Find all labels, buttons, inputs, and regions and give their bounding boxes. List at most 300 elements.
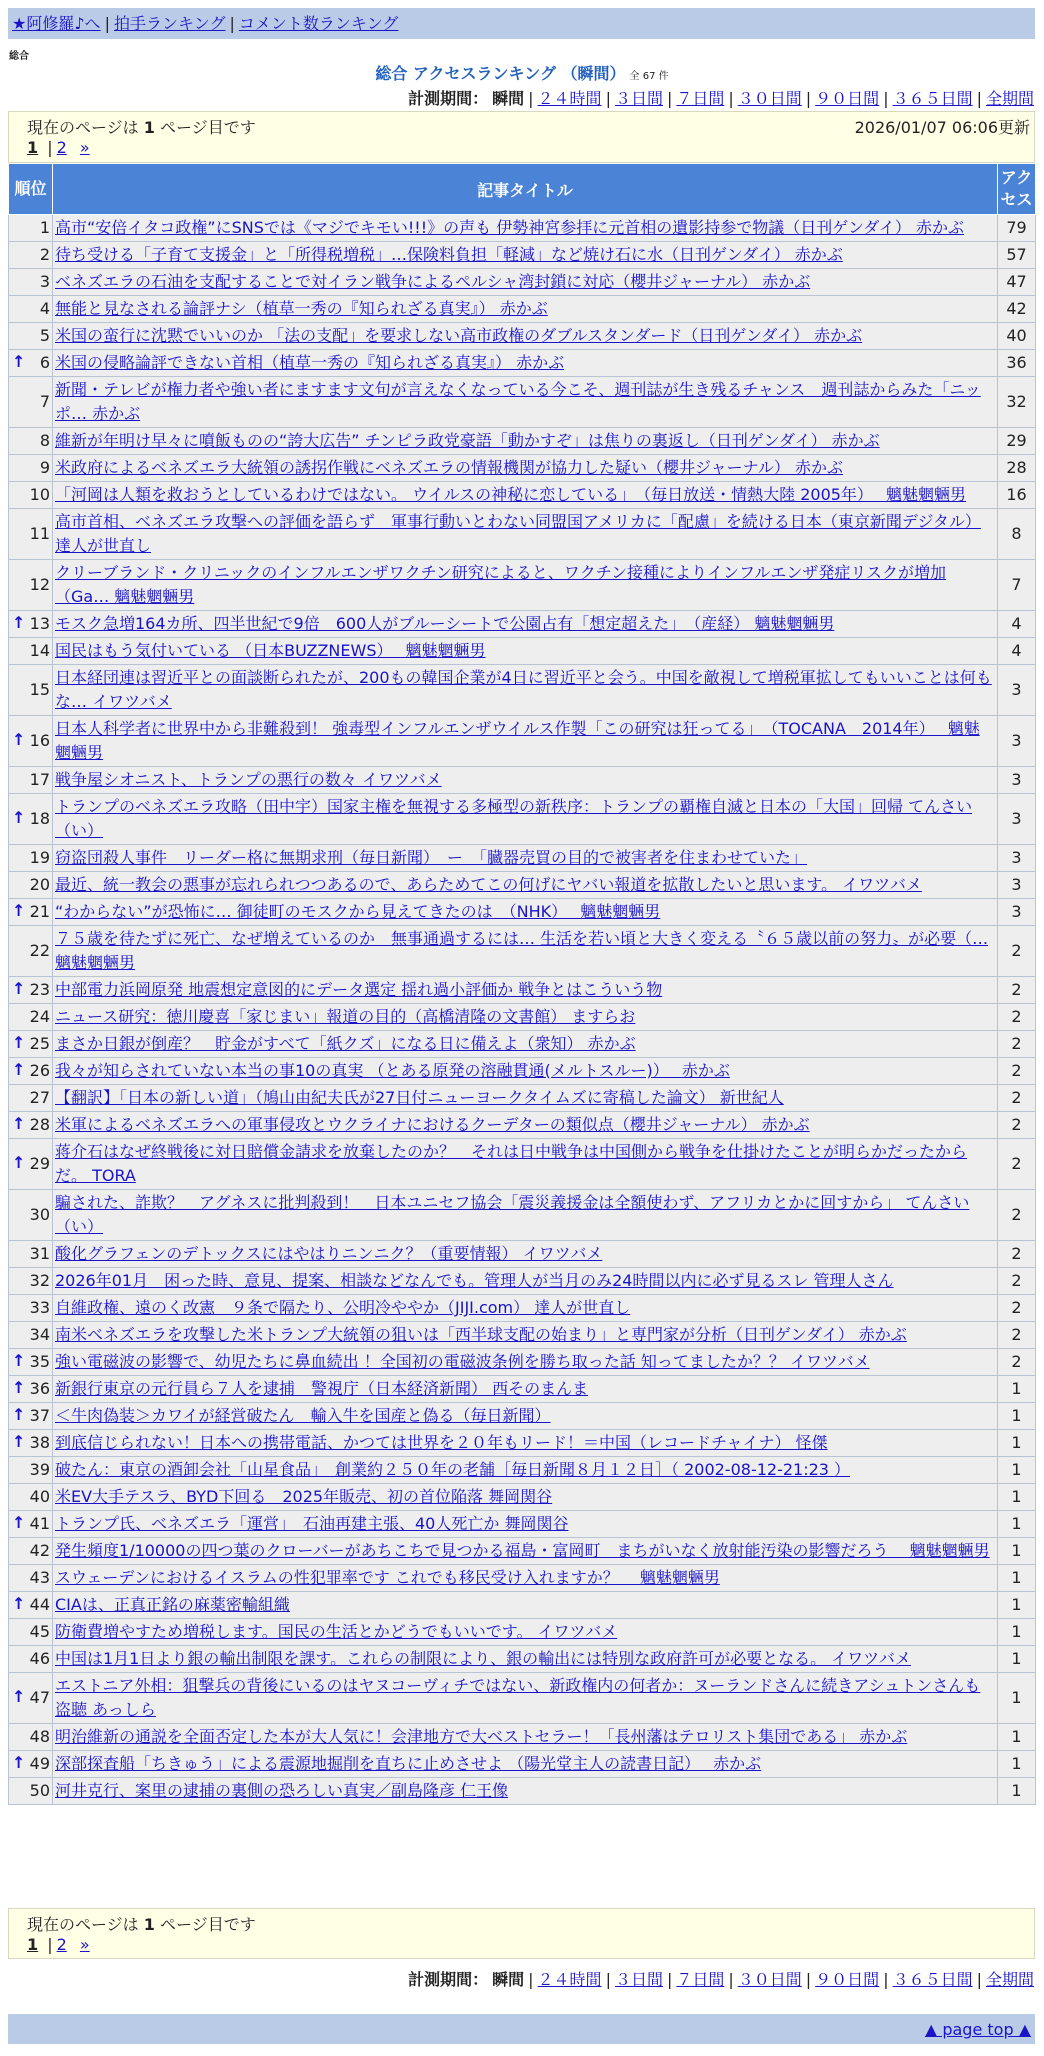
rank-cell <box>9 1511 53 1538</box>
table-row <box>9 1190 1036 1241</box>
table-row <box>9 1538 1036 1565</box>
rank-cell <box>9 1295 53 1322</box>
table-row <box>9 296 1036 323</box>
rank-cell <box>9 482 53 509</box>
rank-cell <box>9 350 53 377</box>
access-count: 1 <box>998 1673 1036 1724</box>
access-count: 2 <box>998 977 1036 1004</box>
access-count: 3 <box>998 899 1036 926</box>
period-option-2[interactable]: ７日間 <box>676 89 725 108</box>
table-row <box>9 560 1036 611</box>
article-link[interactable]: 明治維新の通説を全面否定した本が大人気に！会津地方で大ベストセラー！「長州藩はテロリスト集団である」 赤かぶ <box>55 1727 908 1746</box>
rank-cell <box>9 1646 53 1673</box>
access-count: 1 <box>998 1565 1036 1592</box>
rank-number: 2 <box>39 245 50 264</box>
table-row <box>9 242 1036 269</box>
access-count: 1 <box>998 1457 1036 1484</box>
rank-cell <box>9 560 53 611</box>
rank-cell <box>9 428 53 455</box>
article-link[interactable]: 日本経団連は習近平との面談断られたが、200もの韓国企業が4日に習近平と会う。中国を敵視して増税軍拡してもいいことは何もな… イワツバメ <box>55 668 992 711</box>
rank-number: 37 <box>29 1406 50 1425</box>
arrow-up-icon: ↑ <box>12 979 26 998</box>
table-row <box>9 872 1036 899</box>
rank-cell <box>9 377 53 428</box>
table-row <box>9 269 1036 296</box>
rank-cell <box>9 1751 53 1778</box>
rank-number: 9 <box>39 458 50 477</box>
home-link[interactable]: ★阿修羅♪へ <box>12 14 101 33</box>
pager-current-bottom: 1 <box>27 1935 39 1954</box>
rank-cell <box>9 509 53 560</box>
access-count: 42 <box>998 296 1036 323</box>
rank-number: 15 <box>29 680 50 699</box>
title-cell <box>53 872 998 899</box>
article-link[interactable]: 中部電力浜岡原発 地震想定意図的にデータ選定 揺れ過小評価か 戦争とはこういう物 <box>55 980 663 999</box>
period-option-4[interactable]: ９０日間 <box>815 89 880 108</box>
access-count: 79 <box>998 215 1036 242</box>
pager-bottom: 1 | 2 » <box>27 1935 90 1954</box>
rank-cell <box>9 1673 53 1724</box>
rank-number: 28 <box>29 1115 50 1134</box>
rank-number: 25 <box>29 1034 50 1053</box>
title-cell <box>53 509 998 560</box>
title-cell <box>53 1619 998 1646</box>
article-link[interactable]: ベネズエラの石油を支配することで対イラン戦争によるペルシャ湾封鎖に対応（櫻井ジャーナル） 赤かぶ <box>55 272 811 291</box>
rank-cell <box>9 1139 53 1190</box>
title-cell <box>53 926 998 977</box>
rank-number: 7 <box>39 392 50 411</box>
access-count: 1 <box>998 1751 1036 1778</box>
rank-cell <box>9 1376 53 1403</box>
ranking-table <box>8 163 1036 1805</box>
article-link[interactable]: 維新が年明け早々に噴飯ものの“誇大広告” チンピラ政党豪語「動かすぞ」は焦りの裏返し（日刊ゲンダイ） 赤かぶ <box>55 431 880 450</box>
article-link[interactable]: スウェーデンにおけるイスラムの性犯罪率です これでも移民受け入れますか？ 魑魅魍魎男 <box>55 1568 720 1587</box>
rank-number: 10 <box>29 485 50 504</box>
title-cell <box>53 794 998 845</box>
arrow-up-icon: ↑ <box>12 1753 26 1772</box>
title-cell <box>53 428 998 455</box>
title-cell <box>53 1484 998 1511</box>
table-row <box>9 794 1036 845</box>
title-cell <box>53 1724 998 1751</box>
rank-cell <box>9 1190 53 1241</box>
article-link[interactable]: CIAは、正真正銘の麻薬密輸組織 <box>55 1595 290 1614</box>
title-cell <box>53 1592 998 1619</box>
arrow-up-icon: ↑ <box>12 730 26 749</box>
article-link[interactable]: 到底信じられない！日本への携帯電話、かつては世界を２０年もリード！＝中国（レコードチャイナ） 怪傑 <box>55 1433 828 1452</box>
period-label: 計測期間： <box>408 1970 489 1989</box>
pager-page-2[interactable]: 2 <box>56 138 67 157</box>
access-count: 2 <box>998 1139 1036 1190</box>
table-row <box>9 1646 1036 1673</box>
article-link[interactable]: ニュース研究：徳川慶喜「家じまい」報道の目的（高橋清隆の文書館） ますらお <box>55 1007 636 1026</box>
article-link[interactable]: クリーブランド・クリニックのインフルエンザワクチン研究によると、ワクチン接種によりインフルエンザ発症リスクが増加（Ga… 魑魅魍魎男 <box>55 563 947 606</box>
rank-cell <box>9 1430 53 1457</box>
table-row <box>9 1673 1036 1724</box>
title-cell <box>53 1778 998 1805</box>
access-count: 2 <box>998 926 1036 977</box>
rank-number: 38 <box>29 1433 50 1452</box>
access-count: 3 <box>998 872 1036 899</box>
footer-bar <box>8 2014 1035 2044</box>
rank-number: 16 <box>29 731 50 750</box>
rank-number: 44 <box>29 1595 50 1614</box>
rank-number: 14 <box>29 641 50 660</box>
rank-cell <box>9 611 53 638</box>
article-link[interactable]: ７５歳を待たずに死亡、なぜ増えているのか 無事通過するには… 生活を若い頃と大きく変える〝６５歳以前の努力〟が必要（… 魑魅魍魎男 <box>55 929 989 972</box>
access-count: 3 <box>998 665 1036 716</box>
table-row <box>9 1619 1036 1646</box>
title-cell <box>53 1241 998 1268</box>
table-row <box>9 323 1036 350</box>
rank-cell <box>9 1349 53 1376</box>
table-row <box>9 638 1036 665</box>
table-row <box>9 1085 1036 1112</box>
table-row <box>9 1430 1036 1457</box>
arrow-up-icon: ↑ <box>12 1594 26 1613</box>
access-count: 2 <box>998 1112 1036 1139</box>
title-cell <box>53 377 998 428</box>
access-count: 1 <box>998 1778 1036 1805</box>
table-row <box>9 1484 1036 1511</box>
article-link[interactable]: 高市首相、ベネズエラ攻撃への評価を語らず 軍事行動いとわない同盟国アメリカに「配慮」を続ける日本（東京新聞デジタル） 達人が世直し <box>55 512 981 555</box>
article-link[interactable]: 米国の侵略論評できない首相（植草一秀の『知られざる真実』） 赤かぶ <box>55 353 565 372</box>
title-cell <box>53 1673 998 1724</box>
period-option-6[interactable]: 全期間 <box>985 89 1034 108</box>
rank-number: 8 <box>39 431 50 450</box>
access-count: 3 <box>998 767 1036 794</box>
title-cell <box>53 1190 998 1241</box>
access-count: 4 <box>998 638 1036 665</box>
article-link[interactable]: 発生頻度1/10000の四つ葉のクローバーがあちこちで見つかる福島・富岡町 まちがいなく放射能汚染の影響だろう 魑魅魍魎男 <box>55 1541 990 1560</box>
title-cell <box>53 296 998 323</box>
rank-number: 31 <box>29 1244 50 1263</box>
rank-number: 48 <box>29 1727 50 1746</box>
article-link[interactable]: “わからない”が恐怖に… 御徒町のモスクから見えてきたのは （NHK） 魑魅魍魎男 <box>55 902 661 921</box>
period-option-0[interactable]: ２４時間 <box>537 1970 602 1989</box>
rank-number: 27 <box>29 1088 50 1107</box>
title-cell <box>53 482 998 509</box>
period-current: 瞬間 <box>492 1970 525 1989</box>
article-link[interactable]: 南米ベネズエラを攻撃した米トランプ大統領の狙いは「西半球支配の始まり」と専門家が分析（日刊ゲンダイ） 赤かぶ <box>55 1325 907 1344</box>
article-link[interactable]: 「河岡は人類を救おうとしているわけではない。 ウイルスの神秘に恋している」 （毎日放送・情熱大陸 2005年） 魑魅魍魎男 <box>55 485 967 504</box>
title-cell <box>53 1457 998 1484</box>
access-count: 2 <box>998 1058 1036 1085</box>
rank-cell <box>9 1241 53 1268</box>
article-link[interactable]: 破たん：東京の酒卸会社「山星食品」 創業約２５０年の老舗［毎日新聞８月１２日］（ 2002-08-12-21:23 ） <box>55 1460 851 1479</box>
period-option-0[interactable]: ２４時間 <box>537 89 602 108</box>
access-count: 16 <box>998 482 1036 509</box>
period-option-1[interactable]: ３日間 <box>614 89 663 108</box>
rank-cell <box>9 1112 53 1139</box>
rank-number: 36 <box>29 1379 50 1398</box>
title-cell <box>53 242 998 269</box>
access-header: アクセス <box>998 164 1036 215</box>
article-link[interactable]: 自維政権、遠のく改憲 ９条で隔たり、公明冷ややか（JIJI.com） 達人が世直し <box>55 1298 631 1317</box>
table-row <box>9 1241 1036 1268</box>
arrow-up-icon: ↑ <box>12 901 26 920</box>
access-count: 2 <box>998 1322 1036 1349</box>
title-cell <box>53 215 998 242</box>
table-row <box>9 1322 1036 1349</box>
table-row <box>9 1268 1036 1295</box>
article-link[interactable]: 国民はもう気付いている （日本BUZZNEWS） 魑魅魍魎男 <box>55 641 486 660</box>
arrow-up-icon: ↑ <box>12 1513 26 1532</box>
rank-cell <box>9 1724 53 1751</box>
pager-current: 1 <box>27 138 39 157</box>
arrow-up-icon: ↑ <box>12 1378 26 1397</box>
title-cell <box>53 1004 998 1031</box>
access-count: 28 <box>998 455 1036 482</box>
table-row <box>9 377 1036 428</box>
rank-number: 17 <box>29 770 50 789</box>
rank-number: 26 <box>29 1061 50 1080</box>
rank-cell <box>9 665 53 716</box>
access-count: 40 <box>998 323 1036 350</box>
title-cell <box>53 1751 998 1778</box>
rank-number: 45 <box>29 1622 50 1641</box>
table-row <box>9 899 1036 926</box>
article-link[interactable]: トランプのベネズエラ攻略（田中宇）国家主権を無視する多極型の新秩序：トランプの覇権自滅と日本の「大国」回帰 てんさい（い） <box>55 797 973 840</box>
period-option-2[interactable]: ７日間 <box>676 1970 725 1989</box>
title-cell <box>53 716 998 767</box>
pager-next-bottom[interactable]: » <box>79 1935 90 1954</box>
rank-cell <box>9 1484 53 1511</box>
rank-number: 5 <box>39 326 50 345</box>
arrow-up-icon: ↑ <box>12 1033 26 1052</box>
period-option-1[interactable]: ３日間 <box>614 1970 663 1989</box>
rank-header: 順位 <box>9 164 53 215</box>
rank-cell <box>9 1592 53 1619</box>
rank-cell <box>9 767 53 794</box>
title-cell <box>53 1646 998 1673</box>
comment-ranking-link[interactable]: コメント数ランキング <box>238 14 399 33</box>
rank-cell <box>9 716 53 767</box>
total-count: 全 67 件 <box>629 71 669 82</box>
ranking-title-text: 総合 アクセスランキング （瞬間） <box>375 64 626 83</box>
article-link[interactable]: 我々が知らされていない本当の事10の真実 （とある原発の溶融貫通(メルトスルー)） 赤かぶ <box>55 1061 730 1080</box>
title-cell <box>53 1139 998 1190</box>
article-link[interactable]: 窃盗団殺人事件 リーダー格に無期求刑（毎日新聞） ー 「臓器売買の目的で被害者を住まわせていた」 <box>55 848 808 867</box>
title-cell <box>53 1058 998 1085</box>
article-link[interactable]: 米政府によるベネズエラ大統領の誘拐作戦にベネズエラの情報機関が協力した疑い（櫻井ジャーナル） 赤かぶ <box>55 458 843 477</box>
pager-page-2-bottom[interactable]: 2 <box>56 1935 67 1954</box>
rank-number: 24 <box>29 1007 50 1026</box>
period-option-5[interactable]: ３６５日間 <box>892 89 973 108</box>
access-count: 7 <box>998 560 1036 611</box>
period-option-3[interactable]: ３０日間 <box>737 1970 802 1989</box>
article-link[interactable]: トランプ氏、ベネズエラ「運営」 石油再建主張、40人死亡か 舞岡関谷 <box>55 1514 569 1533</box>
rank-cell <box>9 1322 53 1349</box>
article-link[interactable]: 深部探査船「ちきゅう」による震源地掘削を直ちに止めさせよ （陽光堂主人の読書日記） 赤かぶ <box>55 1754 762 1773</box>
page-info-text: 現在のページは 1 ページ目です <box>27 118 256 137</box>
arrow-up-icon: ↑ <box>12 1060 26 1079</box>
arrow-up-icon: ↑ <box>12 1351 26 1370</box>
arrow-up-icon: ↑ <box>12 1687 26 1706</box>
rank-cell <box>9 1403 53 1430</box>
access-count: 1 <box>998 1403 1036 1430</box>
access-count: 2 <box>998 1349 1036 1376</box>
rank-cell <box>9 899 53 926</box>
article-link[interactable]: 無能と見なされる論評ナシ（植草一秀の『知られざる真実』） 赤かぶ <box>55 299 548 318</box>
table-row <box>9 1058 1036 1085</box>
period-option-4[interactable]: ９０日間 <box>815 1970 880 1989</box>
rank-cell <box>9 872 53 899</box>
article-link[interactable]: 待ち受ける「子育て支援金」と「所得税増税」…保険料負担「軽減」など焼け石に水（日刊ゲンダイ） 赤かぶ <box>55 245 843 264</box>
title-cell <box>53 767 998 794</box>
article-link[interactable]: 蒋介石はなぜ終戦後に対日賠償金請求を放棄したのか？ それは日中戦争は中国側から戦争を仕掛けたことが明らかだったからだ。 TORA <box>55 1142 968 1185</box>
period-selector-top: 計測期間： 瞬間 | ２４時間 | ３日間 | ７日間 | ３０日間 | ９０日間 | ３６５日間 | 全期間 <box>408 89 1034 108</box>
rank-number: 11 <box>29 524 50 543</box>
table-row <box>9 1349 1036 1376</box>
access-count: 2 <box>998 1031 1036 1058</box>
article-link[interactable]: 酸化グラフェンのデトックスにはやはりニンニク？（重要情報） イワツバメ <box>55 1244 603 1263</box>
ranking-table-body <box>9 215 1036 1805</box>
updated-timestamp: 2026/01/07 06:06更新 <box>854 118 1030 137</box>
table-row <box>9 1403 1036 1430</box>
rank-cell <box>9 215 53 242</box>
title-cell <box>53 1538 998 1565</box>
rank-cell <box>9 455 53 482</box>
table-row <box>9 1139 1036 1190</box>
article-link[interactable]: 防衛費増やすため増税します。国民の生活とかどうでもいいです。 イワツバメ <box>55 1622 618 1641</box>
article-link[interactable]: 米軍によるベネズエラへの軍事侵攻とウクライナにおけるクーデターの類似点（櫻井ジャーナル） 赤かぶ <box>55 1115 810 1134</box>
title-cell <box>53 1565 998 1592</box>
access-count: 1 <box>998 1484 1036 1511</box>
arrow-up-icon: ↑ <box>12 808 26 827</box>
article-link[interactable]: 中国は1月1日より銀の輸出制限を課す。これらの制限により、銀の輸出には特別な政府許可が必要となる。 イワツバメ <box>55 1649 911 1668</box>
title-cell <box>53 977 998 1004</box>
pager-top: 1 | 2 » <box>27 138 90 157</box>
access-count: 1 <box>998 1646 1036 1673</box>
clap-ranking-link[interactable]: 拍手ランキング <box>113 14 226 33</box>
title-cell <box>53 350 998 377</box>
table-row <box>9 1376 1036 1403</box>
access-count: 2 <box>998 1085 1036 1112</box>
arrow-up-icon: ↑ <box>12 1432 26 1451</box>
rank-cell <box>9 242 53 269</box>
pager-next[interactable]: » <box>79 138 90 157</box>
title-cell <box>53 1031 998 1058</box>
access-count: 1 <box>998 1511 1036 1538</box>
access-count: 1 <box>998 1619 1036 1646</box>
title-cell <box>53 1322 998 1349</box>
rank-number: 4 <box>39 299 50 318</box>
rank-number: 20 <box>29 875 50 894</box>
access-count: 4 <box>998 611 1036 638</box>
rank-number: 41 <box>29 1514 50 1533</box>
title-cell <box>53 1268 998 1295</box>
article-link[interactable]: 米国の蛮行に沈黙でいいのか 「法の支配」を要求しない高市政権のダブルスタンダード（日刊ゲンダイ） 赤かぶ <box>55 326 863 345</box>
rank-number: 23 <box>29 980 50 999</box>
arrow-up-icon: ↑ <box>12 352 26 371</box>
article-link[interactable]: まさか日銀が倒産？ 貯金がすべて「紙クズ」になる日に備えよ（衆知） 赤かぶ <box>55 1034 636 1053</box>
table-row <box>9 977 1036 1004</box>
rank-number: 33 <box>29 1298 50 1317</box>
table-row <box>9 215 1036 242</box>
article-link[interactable]: 新聞・テレビが権力者や強い者にますます文句が言えなくなっている今こそ、週刊誌が生き残るチャンス 週刊誌からみた「ニッポ… 赤かぶ <box>55 380 981 423</box>
article-link[interactable]: 米EV大手テスラ、BYD下回る 2025年販売、初の首位陥落 舞岡関谷 <box>55 1487 553 1506</box>
arrow-up-icon: ↑ <box>12 613 26 632</box>
table-row <box>9 1565 1036 1592</box>
table-row <box>9 716 1036 767</box>
table-row <box>9 350 1036 377</box>
period-option-3[interactable]: ３０日間 <box>737 89 802 108</box>
rank-number: 47 <box>29 1688 50 1707</box>
rank-cell <box>9 269 53 296</box>
title-cell <box>53 611 998 638</box>
article-link[interactable]: 強い電磁波の影響で、幼児たちに鼻血続出 ！全国初の電磁波条例を勝ち取った話 知ってましたか？？ イワツバメ <box>55 1352 870 1371</box>
table-row <box>9 926 1036 977</box>
rank-cell <box>9 1004 53 1031</box>
table-row <box>9 1724 1036 1751</box>
article-link[interactable]: 河井克行、案里の逮捕の裏側の恐ろしい真実／副島隆彦 仁王像 <box>55 1781 509 1800</box>
rank-cell <box>9 1565 53 1592</box>
article-link[interactable]: エストニア外相：狙撃兵の背後にいるのはヤヌコーヴィチではない、新政権内の何者か：ヌーランドさんに続きアシュトンさんも盗聴 あっしら <box>55 1676 981 1719</box>
access-count: 1 <box>998 1376 1036 1403</box>
article-link[interactable]: 戦争屋シオニスト、トランプの悪行の数々 イワツバメ <box>55 770 442 789</box>
article-link[interactable]: 新銀行東京の元行員ら７人を逮捕 警視庁（日本経済新聞） 西そのまんま <box>55 1379 589 1398</box>
rank-cell <box>9 638 53 665</box>
rank-cell <box>9 1619 53 1646</box>
article-link[interactable]: 【翻訳】「日本の新しい道」（鳩山由紀夫氏が27日付ニューヨークタイムズに寄稿した論文） 新世紀人 <box>55 1088 784 1107</box>
rank-number: 43 <box>29 1568 50 1587</box>
title-cell <box>53 1349 998 1376</box>
title-cell <box>53 1295 998 1322</box>
title-cell <box>53 1511 998 1538</box>
rank-cell <box>9 1778 53 1805</box>
table-row <box>9 665 1036 716</box>
access-count: 2 <box>998 1295 1036 1322</box>
access-count: 1 <box>998 1430 1036 1457</box>
table-row <box>9 455 1036 482</box>
rank-number: 49 <box>29 1754 50 1773</box>
article-link[interactable]: 高市“安倍イタコ政権”にSNSでは《マジでキモい!!!》の声も 伊勢神宮参拝に元首相の遺影持参で物議（日刊ゲンダイ） 赤かぶ <box>55 218 964 237</box>
article-link[interactable]: ＜牛肉偽装＞カワイが経営破たん 輸入牛を国産と偽る（毎日新聞） <box>55 1406 551 1425</box>
period-option-5[interactable]: ３６５日間 <box>892 1970 973 1989</box>
article-link[interactable]: 最近、統一教会の悪事が忘れられつつあるので、あらためてこの何げにヤバい報道を拡散したいと思います。 イワツバメ <box>55 875 922 894</box>
article-link[interactable]: モスク急増164カ所、四半世紀で9倍 600人がブルーシートで公園占有「想定超えた」 （産経） 魑魅魍魎男 <box>55 614 835 633</box>
rank-number: 1 <box>39 218 50 237</box>
rank-number: 19 <box>29 848 50 867</box>
arrow-up-icon: ↑ <box>12 1153 26 1172</box>
rank-number: 12 <box>29 575 50 594</box>
article-link[interactable]: 2026年01月 困った時、意見、提案、相談などなんでも。管理人が当月のみ24時間以内に必ず見るスレ 管理人さん <box>55 1271 894 1290</box>
title-cell <box>53 269 998 296</box>
title-cell <box>53 665 998 716</box>
table-row <box>9 1031 1036 1058</box>
rank-cell <box>9 1085 53 1112</box>
access-count: 1 <box>998 1592 1036 1619</box>
title-cell <box>53 1376 998 1403</box>
access-count: 3 <box>998 845 1036 872</box>
rank-number: 30 <box>29 1205 50 1224</box>
article-link[interactable]: 騙された、詐欺？ アグネスに批判殺到！ 日本ユニセフ協会「震災義援金は全額使わず、アフリカとかに回すから」 てんさい（い） <box>55 1193 970 1236</box>
rank-number: 6 <box>39 353 50 372</box>
article-link[interactable]: 日本人科学者に世界中から非難殺到！ 強毒型インフルエンザウイルス作製「この研究は狂ってる」 （TOCANA 2014年） 魑魅魍魎男 <box>55 719 980 762</box>
table-row <box>9 767 1036 794</box>
period-option-6[interactable]: 全期間 <box>985 1970 1034 1989</box>
ranking-title <box>0 61 1044 84</box>
rank-number: 39 <box>29 1460 50 1479</box>
title-cell <box>53 560 998 611</box>
rank-cell <box>9 1457 53 1484</box>
page-top-link[interactable]: ▲ page top ▲ <box>924 2020 1031 2039</box>
rank-number: 32 <box>29 1271 50 1290</box>
page-info-bottom <box>8 1908 1035 1959</box>
period-selector-bottom: 計測期間： 瞬間 | ２４時間 | ３日間 | ７日間 | ３０日間 | ９０日間 | ３６５日間 | 全期間 <box>408 1970 1034 1989</box>
title-cell <box>53 845 998 872</box>
